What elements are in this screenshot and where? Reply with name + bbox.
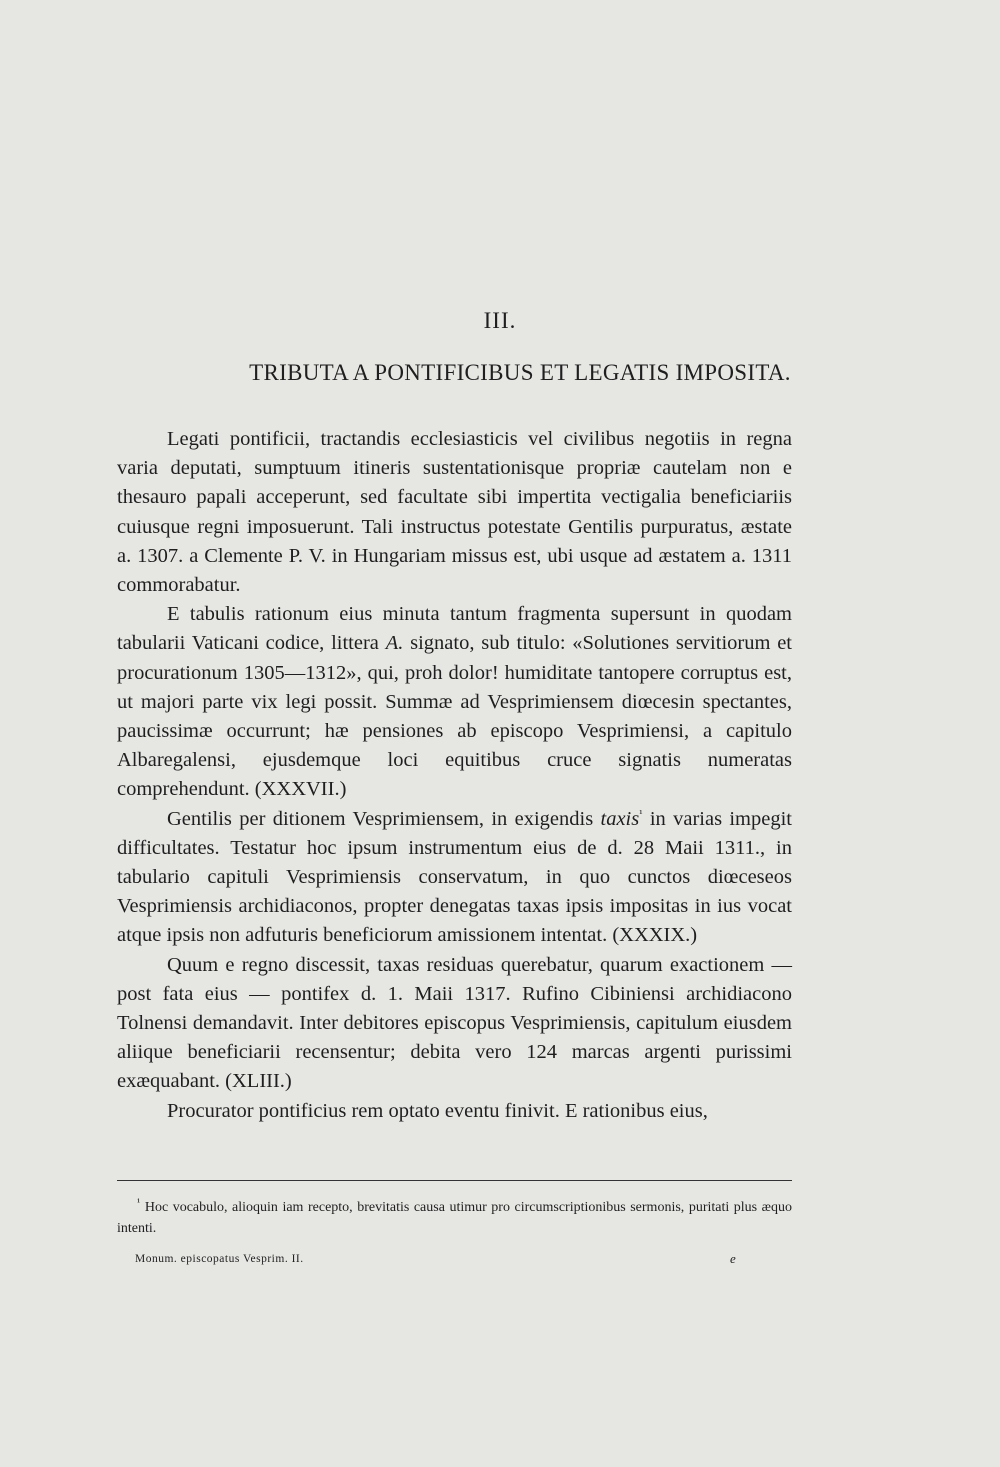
paragraph-3 — [117, 805, 792, 951]
paragraph-2-part-2: signato, sub titulo: «Solutiones servitiorum et procurationum 1305—1312», qui, proh dolor! humiditate tantopere corruptus est, ut majori parte vix legi possit. Summæ ad Vesprimiensem diœcesin spectantes, paucissimæ occurrunt; hæ pensiones ab episcopo Vesprimiensi, a capitulo Albaregalensi, ejusdemque loci equitibus cruce signatis numeratas comprehendunt. (XXXVII.) — [117, 632, 792, 801]
taxis-term: taxis — [600, 807, 640, 830]
paragraph-4: Quum e regno discessit, taxas residuas querebatur, quarum exactionem — post fata eius — pontifex d. 1. Maii 1317. Rufino Cibiniensi archidiacono Tolnensi demandavit. Inter debitores episcopus Vesprimiensis, capitulum eiusdem aliique beneficiarii recensentur; debita vero 124 marcas argenti purissimi exæquabant. (XLIII.) — [117, 953, 792, 1093]
paragraph-1: Legati pontificii, tractandis ecclesiasticis vel civilibus negotiis in regna varia deputati, sumptuum itineris sustentationisque propriæ cautelam non e thesauro papali acceperunt, sed facultate sibi impertita vectigalia beneficiariis cuiusque regni imposuerunt. Tali instructus potestate Gentilis purpuratus, æstate a. 1307. a Clemente P. V. in Hungariam missus est, ubi usque ad æstatem a. 1311 commorabatur. — [117, 428, 792, 597]
codex-letter: A. — [385, 632, 404, 655]
paragraph-5: Procurator pontificius rem optato eventu finivit. E rationibus eius, — [167, 1099, 708, 1122]
footnote-mark: ¹ — [137, 1196, 141, 1209]
chapter-title: TRIBUTA A PONTIFICIBUS ET LEGATIS IMPOSITA. — [249, 360, 791, 385]
paragraph-2-part-1: E tabulis rationum eius minuta tantum fragmenta supersunt in quodam tabularii Vaticani codice, littera — [117, 603, 792, 655]
body-text — [117, 425, 792, 1126]
footnote-reference[interactable]: ¹ — [639, 807, 643, 820]
paragraph-3-part-2: in varias impegit difficultates. Testatur hoc ipsum instrumentum eius de d. 28 Maii 1311., in tabulario capituli Vesprimiensis conservatum, in quo cunctos diœceseos Vesprimiensis archidiaconos, propter denegatas taxas ipsis impositas in ius vocat atque ipsis non adfuturis beneficiorum amissionem intentat. (XXXIX.) — [117, 807, 792, 947]
sheet-mark: e — [730, 1251, 736, 1266]
paragraph-2 — [117, 600, 792, 804]
paragraph-3-part-1: Gentilis per ditionem Vesprimiensem, in exigendis — [167, 807, 601, 830]
footnote-text: Hoc vocabulo, alioquin iam recepto, brevitatis causa utimur pro circumscriptionibus sermonis, puritati plus æquo intenti. — [117, 1200, 792, 1236]
chapter-number: III. — [483, 308, 517, 333]
footnote — [117, 1197, 792, 1239]
printer-signature: Monum. episcopatus Vesprim. II. — [135, 1253, 304, 1265]
footnote-divider — [117, 1180, 792, 1181]
